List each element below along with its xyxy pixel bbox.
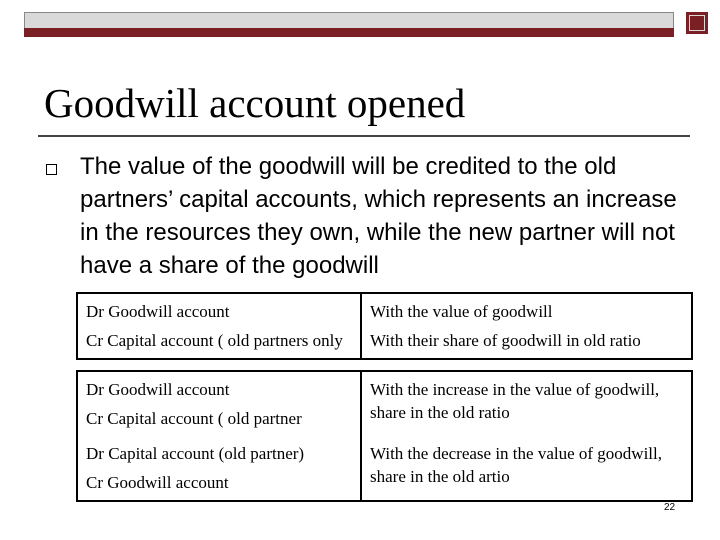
entry-line: Dr Capital account (old partner) xyxy=(86,444,305,463)
note-cell xyxy=(361,371,692,436)
corner-square-inner xyxy=(689,15,705,31)
note-line: With their share of goodwill in old ratio xyxy=(370,331,641,350)
entry-cell xyxy=(77,293,361,359)
entry-line: Dr Goodwill account xyxy=(86,302,230,321)
slide-title: Goodwill account opened xyxy=(44,80,466,126)
bullet-text: The value of the goodwill will be credited to the old partners’ capital accounts, which represents an increase in the resources they own, while the new partner will not have a share of the goodwill xyxy=(80,153,677,279)
title-divider xyxy=(38,135,690,137)
entry-line: Cr Capital account ( old partner xyxy=(86,409,302,428)
note-line: With the increase in the value of goodwill, share in the old ratio xyxy=(370,380,660,422)
entry-line: Cr Goodwill account xyxy=(86,473,229,492)
table-row xyxy=(77,371,692,436)
note-line: With the decrease in the value of goodwill, share in the old artio xyxy=(370,444,662,486)
note-cell xyxy=(361,436,692,501)
note-cell xyxy=(361,293,692,359)
table-row xyxy=(77,293,692,359)
entry-cell xyxy=(77,436,361,501)
square-bullet-icon xyxy=(46,164,57,175)
table-gap-row xyxy=(77,359,692,371)
page-number: 22 xyxy=(664,502,676,513)
entry-line: Dr Goodwill account xyxy=(86,380,230,399)
header-accent-bar xyxy=(24,28,674,37)
entry-line: Cr Capital account ( old partners only xyxy=(86,331,343,350)
table-row xyxy=(77,436,692,501)
journal-entries-table xyxy=(76,292,693,502)
note-line: With the value of goodwill xyxy=(370,302,553,321)
entry-cell xyxy=(77,371,361,436)
